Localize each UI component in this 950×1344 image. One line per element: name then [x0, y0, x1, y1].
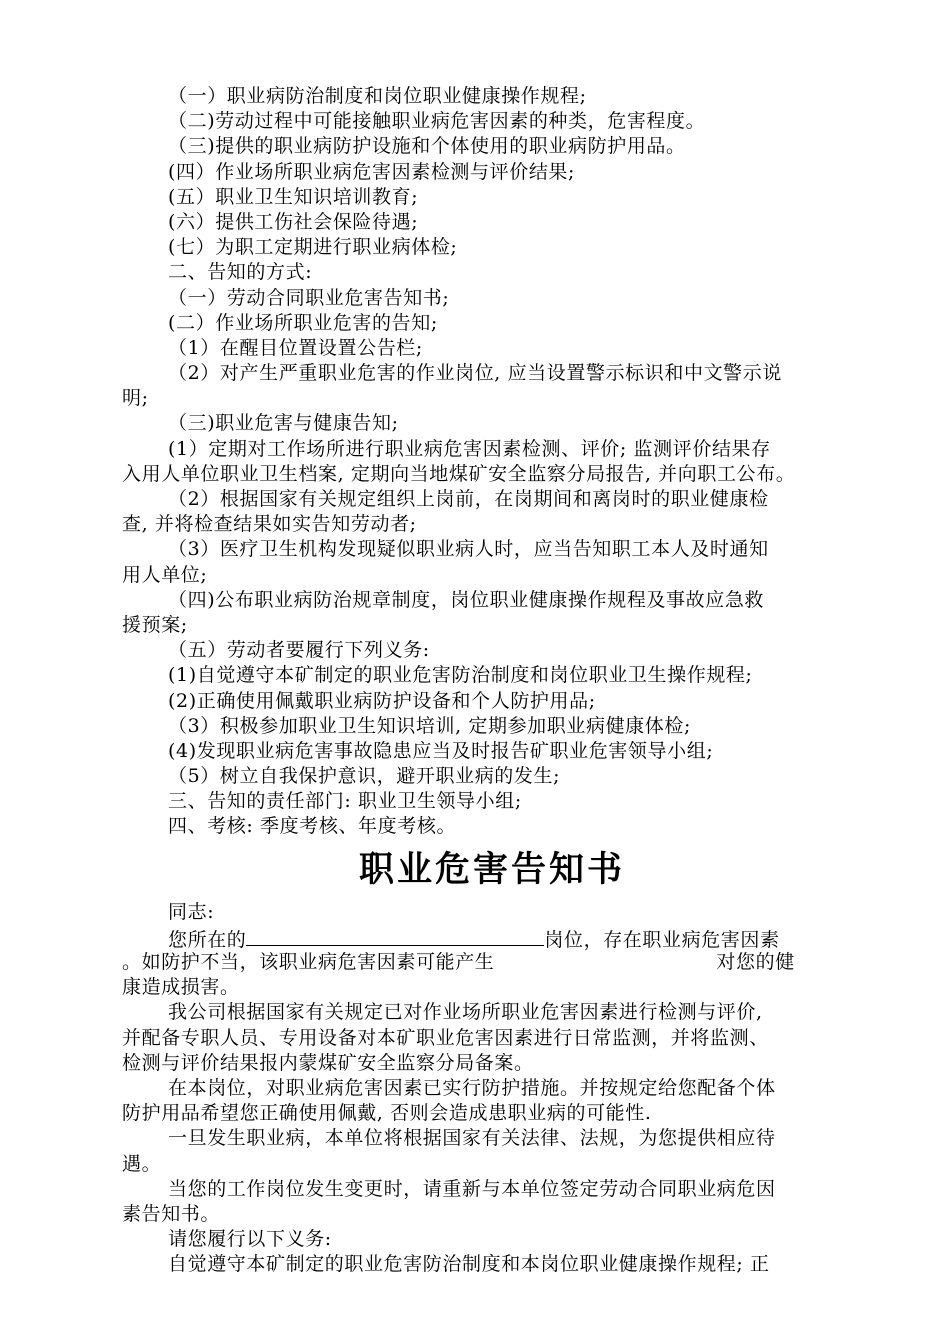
notice-p5-line1: 当您的工作岗位发生变更时，请重新与本单位签定劳动合同职业病危因: [168, 1177, 776, 1200]
document-page: [122, 84, 862, 1277]
notice-p1-line3: 康造成损害。: [122, 976, 240, 999]
notice-p1-prefix: 您所在的: [168, 928, 247, 951]
section2-item-4-line2: 援预案;: [122, 613, 188, 636]
duty-3: （3）积极参加职业卫生知识培训, 定期参加职业病健康体检;: [168, 714, 691, 737]
section2-item-3-3-line2: 用人单位;: [122, 563, 208, 586]
notice-p4-line1: 一旦发生职业病，本单位将根据国家有关法律、法规，为您提供相应待: [168, 1127, 776, 1150]
duty-4: (4)发现职业病危害事故隐患应当及时报告矿职业危害领导小组;: [168, 739, 714, 762]
duty-5: （5）树立自我保护意识，避开职业病的发生;: [168, 765, 561, 788]
section1-item-7: (七）为职工定期进行职业病体检;: [168, 236, 458, 259]
section2-item-3-3-line1: （3）医疗卫生机构发现疑似职业病人时，应当告知职工本人及时通知: [168, 538, 769, 561]
section1-item-5: (五）职业卫生知识培训教育;: [168, 185, 419, 208]
section1-item-2: （二)劳动过程中可能接触职业病危害因素的种类，危害程度。: [168, 110, 706, 133]
notice-p1-line2: [122, 950, 862, 975]
notice-p1-mid: 。如防护不当，该职业病危害因素可能产生: [122, 951, 495, 973]
notice-p1-end: 对您的健: [716, 951, 795, 973]
section2-item-3-1-line2: 入用人单位职业卫生档案, 定期向当地煤矿安全监察分局报告, 并向职工公布。: [122, 462, 796, 485]
section2-heading: 二、告知的方式:: [168, 261, 313, 284]
post-name-blank[interactable]: [246, 925, 544, 946]
duty-2: (2)正确使用佩戴职业病防护设备和个人防护用品;: [168, 689, 596, 712]
notice-p6: 请您履行以下义务:: [168, 1228, 332, 1251]
notice-p3-line1: 在本岗位，对职业病危害因素已实行防护措施。并按规定给您配备个体: [168, 1076, 776, 1099]
section1-item-6: (六）提供工伤社会保险待遇;: [168, 210, 419, 233]
notice-p7: 自觉遵守本矿制定的职业危害防治制度和本岗位职业健康操作规程; 正: [168, 1253, 770, 1276]
notice-p5-line2: 素告知书。: [122, 1202, 221, 1225]
section2-item-3-2-line2: 查, 并将检查结果如实告知劳动者;: [122, 513, 417, 536]
section2-item-2-2-line1: （2）对产生严重职业危害的作业岗位, 应当设置警示标识和中文警示说: [168, 362, 782, 385]
section2-item-1: （一）劳动合同职业危害告知书;: [168, 286, 450, 309]
notice-p2-line1: 我公司根据国家有关规定已对作业场所职业危害因素进行检测与评价,: [168, 1001, 763, 1024]
section2-item-3-2-line1: （2）根据国家有关规定组织上岗前，在岗期间和离岗时的职业健康检: [168, 488, 769, 510]
duty-1: (1)自觉遵守本矿制定的职业危害防治制度和岗位职业卫生操作规程;: [168, 664, 753, 687]
notice-p2-line2: 并配备专职人员、专用设备对本矿职业危害因素进行日常监测，并将监测、: [122, 1026, 769, 1049]
section1-item-3: （三)提供的职业病防护设施和个体使用的职业病防护用品。: [168, 135, 686, 158]
section2-item-5: （五）劳动者要履行下列义务:: [168, 639, 430, 662]
notice-p1-line1: [122, 925, 862, 950]
section3: 三、告知的责任部门: 职业卫生领导小组;: [168, 790, 522, 813]
section1-item-1: （一）职业病防治制度和岗位职业健康操作规程;: [168, 85, 587, 107]
section2-item-2-2-line2: 明;: [122, 387, 149, 410]
section2-item-3-1-line1: (1）定期对工作场所进行职业病危害因素检测、评价; 监测评价结果存: [168, 437, 771, 460]
section2-item-2: (二）作业场所职业危害的告知;: [168, 311, 438, 334]
section2-item-4-line1: （四)公布职业病防治规章制度，岗位职业健康操作规程及事故应急救: [168, 588, 765, 611]
notice-title: 职业危害告知书: [358, 849, 625, 890]
notice-p4-line2: 遇。: [122, 1152, 162, 1175]
section1-item-4: (四）作业场所职业病危害因素检测与评价结果;: [168, 160, 576, 183]
notice-p1-suffix: 岗位，存在职业病危害因素: [544, 928, 780, 951]
notice-salutation: 同志:: [168, 900, 215, 923]
section2-item-3: （三)职业危害与健康告知;: [168, 412, 399, 435]
notice-p2-line3: 检测与评价结果报内蒙煤矿安全监察分局备案。: [122, 1051, 534, 1074]
section2-item-2-1: （1）在醒目位置设置公告栏;: [168, 336, 423, 359]
notice-p3-line2: 防护用品希望您正确使用佩戴, 否则会造成患职业病的可能性.: [122, 1102, 652, 1125]
section4: 四、考核: 季度考核、年度考核。: [168, 815, 457, 838]
